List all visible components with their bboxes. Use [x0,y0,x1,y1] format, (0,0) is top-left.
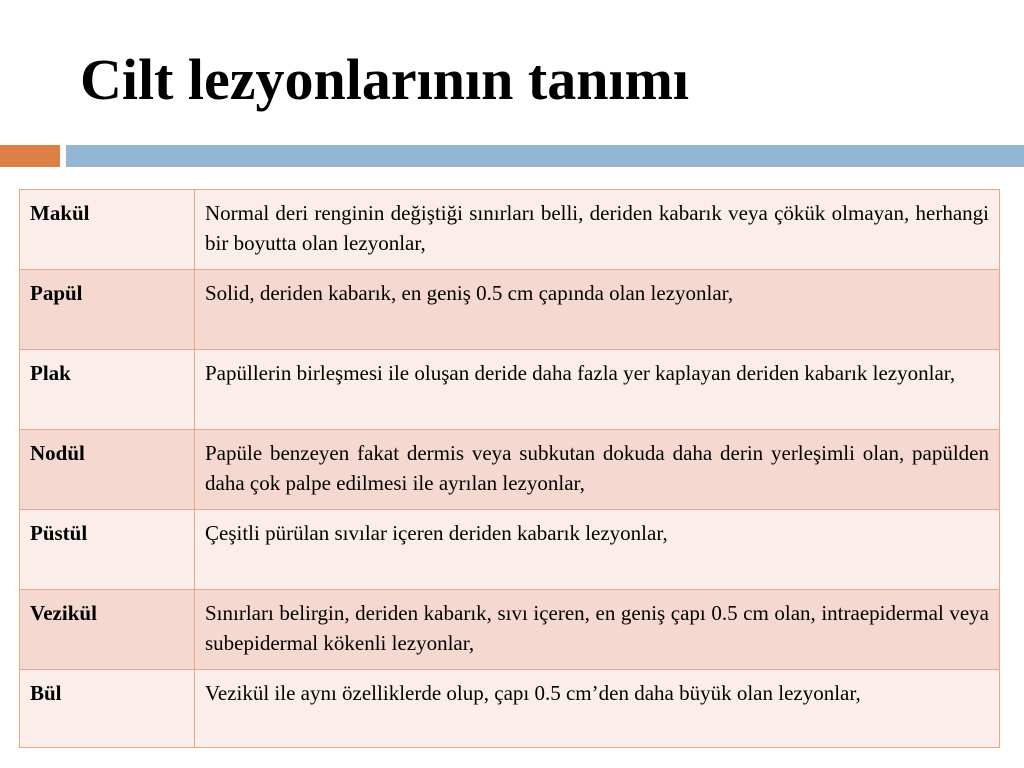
accent-bar-blue [66,145,1024,167]
accent-bar-orange [0,145,60,167]
table-row [20,590,1000,670]
lesion-definition: Vezikül ile aynı özelliklerde olup, çapı 0.5 cm’den daha büyük olan lezyonlar, [195,670,1000,748]
table-row [20,430,1000,510]
lesion-definition: Papüle benzeyen fakat dermis veya subkutan dokuda daha derin yerleşimli olan, papülden daha çok palpe edilmesi ile ayrılan lezyonlar, [195,430,1000,510]
lesion-term: Plak [20,350,195,430]
slide-title: Cilt lezyonlarının tanımı [80,47,689,112]
table-row [20,350,1000,430]
lesion-term: Bül [20,670,195,748]
lesion-term: Makül [20,190,195,270]
lesion-term: Papül [20,270,195,350]
lesion-definition: Normal deri renginin değiştiği sınırları belli, deriden kabarık veya çökük olmayan, herhangi bir boyutta olan lezyonlar, [195,190,1000,270]
table-row [20,270,1000,350]
lesion-term: Nodül [20,430,195,510]
lesion-definition: Papüllerin birleşmesi ile oluşan deride daha fazla yer kaplayan deriden kabarık lezyonlar, [195,350,1000,430]
lesion-definition-table [19,189,1000,748]
table-row [20,670,1000,748]
lesion-term: Püstül [20,510,195,590]
lesion-term: Vezikül [20,590,195,670]
table-row [20,190,1000,270]
lesion-definition: Solid, deriden kabarık, en geniş 0.5 cm çapında olan lezyonlar, [195,270,1000,350]
table-row [20,510,1000,590]
lesion-definition: Sınırları belirgin, deriden kabarık, sıvı içeren, en geniş çapı 0.5 cm olan, intraepidermal veya subepidermal kökenli lezyonlar, [195,590,1000,670]
lesion-definition: Çeşitli pürülan sıvılar içeren deriden kabarık lezyonlar, [195,510,1000,590]
